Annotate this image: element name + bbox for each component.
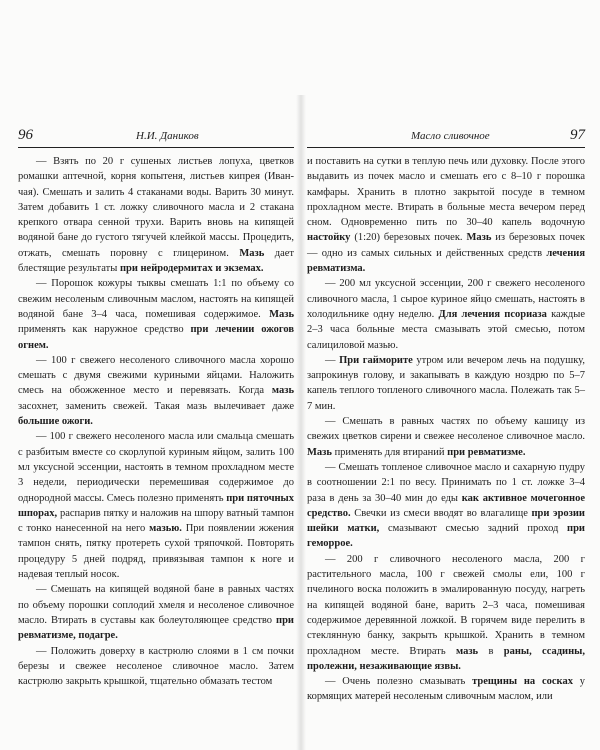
text-run: — Положить доверху в кастрюлю слоями в 1 см почки березы и свежее несоленое сливочное масло. Затем кастрюлю закрыть крышкой, тщательно обмазать тестом [18, 645, 294, 688]
paragraph [18, 276, 294, 352]
left-running-head [18, 128, 294, 148]
left-page-text [18, 154, 294, 689]
paragraph [307, 353, 585, 414]
text-run: смазывают смесью задний проход [379, 523, 568, 535]
text-run: — [325, 354, 340, 366]
text-run: — Смешать на кипящей водяной бане в равных частях по объему порошки соплодий хмеля и несоленое сливочное масло. Втирать в суставы как болеутоляющее средство [18, 584, 294, 626]
text-run: — Взять по 20 г сушеных листьев лопуха, цветков ромашки аптечной, корня копытеня, листьев кипрея (Иван-чая). Смешать и залить 4 стаканами воды. Варить 30 минут. Затем добавить 1 ст. ложку сливочного масла и 2 стакана крепкого отвара сенной трухи. Варить вновь на кипящей водяной бане до густого тягучей клейкой массы. Процедить, отжать, смешать поровну с глицерином. [18, 156, 294, 259]
text-run: засохнет, заменить свежей. Такая мазь вылечивает даже [18, 400, 294, 412]
text-run: При появлении жжения тампон снять, пятку протереть сухой тряпочкой. Повторять процедуру 5 дней подряд, привязывая тампон к ноге и надевая теплый носок. [18, 523, 294, 581]
bold-term: мазь [456, 645, 479, 657]
paragraph [18, 582, 294, 643]
paragraph [18, 429, 294, 582]
bold-term: при геморрое. [307, 523, 585, 550]
text-run: применять для втираний [331, 446, 448, 458]
bold-term: Мазь [239, 247, 265, 259]
bold-term: при лечении ожогов огнем. [18, 324, 294, 351]
left-running-title: Н.И. Даников [136, 130, 199, 142]
paragraph [18, 353, 294, 429]
text-run: дает блестящие результаты [18, 247, 294, 275]
text-run: и поставить на сутки в теплую печь или духовку. После этого выдавить из почек масло и смешать его с 8–10 г порошка камфары. Хранить в плотно закрытой посуде в темном прохладном месте. Втирать в больные места вечером перед сном. Одновременно пить по 30–40 капель водочную [307, 156, 585, 229]
text-run: каждые 2–3 часа больные места смазывать этой смесью, потом салициловой мазью. [307, 308, 585, 351]
right-running-head [307, 128, 585, 148]
text-run: — 100 г свежего несоленого сливочного масла хорошо смешать с двумя свежими куриными яйцами. Наложить смесь на обожженное место и перевязать. Когда [18, 354, 294, 397]
right-running-title: Масло сливочное [411, 130, 490, 142]
paragraph [307, 276, 585, 352]
text-run: — 100 г свежего несоленого масла или смальца смешать с разбитым вместе со скорлупой куриным яйцом, залить 100 мл уксусной эссенции, настоять в темном прохладном месте 3 недели, периодически перемешивая содержимое до однородной массы. Смесь полезно применять [18, 431, 294, 504]
text-run: распарив пятку и наложив на шпору ватный тампон с тонко нанесенной на него [18, 507, 294, 535]
bold-term: настойку [307, 232, 351, 244]
right-page-text [307, 154, 585, 705]
paragraph [18, 154, 294, 276]
left-header-rule [18, 147, 294, 148]
right-header-rule [307, 147, 585, 148]
bold-term: мазью. [149, 523, 182, 535]
bold-term: Мазь [466, 232, 492, 244]
left-page-number: 96 [18, 127, 33, 143]
text-run: — Очень полезно смазывать [325, 676, 473, 688]
paragraph [307, 154, 585, 276]
bold-term: при ревматизме, подагре. [18, 614, 294, 642]
paragraph [307, 552, 585, 674]
bold-term: мазь [271, 385, 294, 397]
text-run: — 200 мл уксусной эссенции, 200 г свежего несоленого сливочного масла, 1 сырое куриное яйцо смешать, настоять в холодильнике одну неделю. [307, 278, 585, 320]
text-run: — Порошок кожуры тыквы смешать 1:1 по объему со свежим несоленым сливочным маслом, настоять на кипящей водяной бане 3–4 часа, помешивая содержимое. [18, 278, 294, 320]
bold-term: Для лечения псориаза [438, 308, 547, 320]
bold-term: большие ожоги. [18, 416, 93, 428]
bold-term: при эрозии шейки матки, [307, 507, 585, 535]
book-gutter [296, 95, 306, 750]
bold-term: лечения ревматизма. [307, 247, 585, 275]
text-run: (1:20) березовых почек. [350, 232, 467, 244]
bold-term: Мазь [307, 446, 332, 458]
text-run: применять как наружное средство [18, 324, 191, 336]
bold-term: При гайморите [339, 354, 413, 366]
paragraph [307, 674, 585, 705]
text-run: утром или вечером лечь на подушку, запрокинув голову, и закапывать в каждую ноздрю по 5–7 капель теплого топленого сливочного масла. Полежать так 5–7 мин. [307, 354, 585, 412]
paragraph [307, 414, 585, 460]
paragraph [18, 644, 294, 690]
text-run: Свечки из смеси вводят во влагалище [350, 507, 532, 519]
text-run: из березовых почек — одно из самых сильных и действенных средств [307, 232, 585, 259]
text-run: — 200 г сливочного несоленого масла, 200 г растительного масла, 100 г свежей смолы ели, 100 г пчелиного воска положить в эмалированную посуду, нагреть на кипящей водяной бане, варить 2–3 часа, помешивая содержимое деревянной ложкой. В горячем виде перелить в стеклянную банку, закрыть крышкой. Хранить в темном прохладном месте. Втирать [307, 553, 585, 657]
text-run: — Смешать в равных частях по объему кашицу из свежих цветков сирени и свежее несоленое сливочное масло. [307, 416, 585, 443]
paragraph [307, 460, 585, 552]
bold-term: при пяточных шпорах, [18, 492, 294, 519]
text-run: у кормящих матерей несоленым сливочным маслом, или [307, 676, 586, 703]
bold-term: Мазь [269, 308, 294, 320]
text-run: — Смешать топленое сливочное масло и сахарную пудру в соотношении 2:1 по весу. Принимать по 1 ст. ложке 3–4 раза в день за 30–40 мин до еды [307, 461, 585, 504]
right-page-number: 97 [570, 127, 585, 143]
bold-term: при ревматизме. [447, 446, 526, 458]
bold-term: трещины на сосках [472, 676, 573, 688]
bold-term: как активное мочегонное средство. [307, 492, 585, 519]
bold-term: при нейродермитах и экземах. [119, 263, 264, 275]
bold-term: раны, ссадины, пролежни, незаживающие язвы. [307, 645, 585, 672]
text-run: в [478, 645, 504, 657]
